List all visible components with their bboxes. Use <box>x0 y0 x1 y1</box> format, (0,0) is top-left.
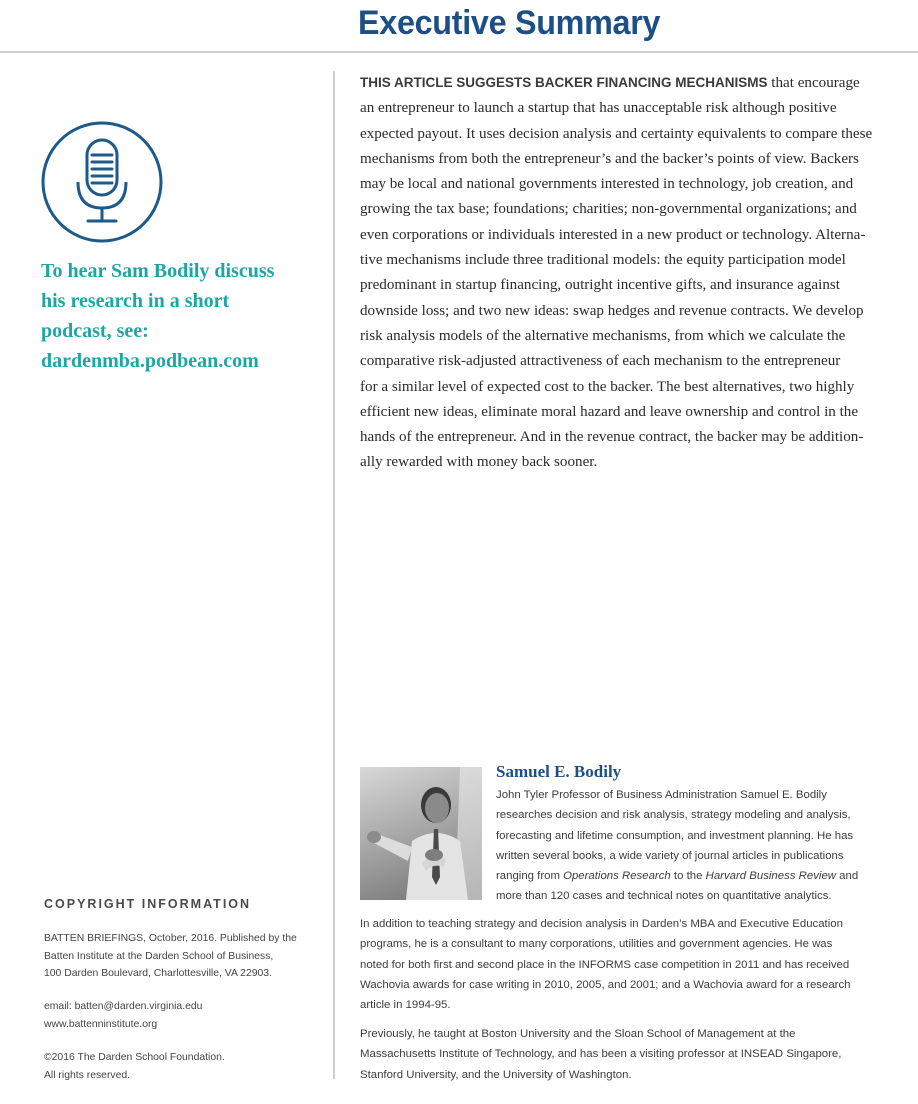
abstract-line: an entrepreneur to launch a startup that has unacceptable risk although positive <box>360 100 837 117</box>
copyright-publication <box>44 930 324 983</box>
copyright-contact <box>44 998 324 1033</box>
author-photo <box>360 767 482 900</box>
page-title: Executive Summary <box>358 4 661 42</box>
contact-email[interactable]: email: batten@darden.virginia.edu <box>44 1001 203 1012</box>
bio-line: Previously, he taught at Boston University and the Sloan School of Management at the <box>360 1028 796 1040</box>
abstract-line: growing the tax base; foundations; charities; non-governmental organizations; and <box>360 201 857 218</box>
author-bio-paragraph-3 <box>360 1024 841 1085</box>
abstract-lead: THIS ARTICLE SUGGESTS BACKER FINANCING MECHANISMS <box>360 75 768 90</box>
abstract-line: downside loss; and two new ideas: swap hedges and revenue contracts. We develop <box>360 302 864 319</box>
abstract-line: efficient new ideas, eliminate moral hazard and leave ownership and control in the <box>360 403 859 420</box>
bio-line: noted for both first and second place in the INFORMS case competition in 2011 and has received <box>360 958 850 971</box>
copyright-line: ©2016 The Darden School Foundation. <box>44 1052 225 1063</box>
journal-title: Operations Research <box>563 870 671 883</box>
copyright-rights <box>44 1049 324 1084</box>
podcast-link[interactable]: dardenmba.podbean.com <box>41 350 259 372</box>
bio-line: Massachusetts Institute of Technology, and has been a visiting professor at INSEAD Singapore, <box>360 1048 842 1061</box>
journal-title: Harvard Business Review <box>705 870 837 883</box>
abstract-line: for a similar level of expected cost to the backer. The best alternatives, two highly <box>360 378 855 395</box>
bio-line: Stanford University, and the University of Washington. <box>360 1068 632 1081</box>
bio-text: to the <box>670 870 706 883</box>
abstract-line: tive mechanisms include three traditional models: the equity participation model <box>360 252 846 269</box>
bio-line <box>496 866 858 886</box>
podcast-line: To hear Sam Bodily discuss <box>41 260 275 282</box>
column-divider <box>333 71 335 1079</box>
copyright-line: BATTEN BRIEFINGS, October, 2016. Published by the <box>44 933 297 944</box>
podcast-line: podcast, see: <box>41 320 149 342</box>
podcast-callout <box>41 256 321 376</box>
bio-text: and <box>836 870 859 883</box>
bio-line: more than 120 cases and technical notes on quantitative analytics. <box>496 890 832 903</box>
podcast-line: his research in a short <box>41 290 230 312</box>
copyright-line: 100 Darden Boulevard, Charlottesville, VA 22903. <box>44 968 272 979</box>
author-photo-figure <box>360 767 482 900</box>
abstract-lead-rest: that encourage <box>767 75 860 91</box>
abstract-line: even corporations or individuals interested in a new product or technology. Alterna- <box>360 226 866 243</box>
copyright-heading: COPYRIGHT INFORMATION <box>44 897 252 911</box>
bio-text: ranging from <box>496 870 564 883</box>
header-divider <box>0 51 918 53</box>
copyright-line: All rights reserved. <box>44 1069 131 1081</box>
abstract-line: predominant in startup financing, outright incentive gifts, and insurance against <box>360 277 840 294</box>
bio-line: forecasting and lifetime consumption, and investment planning. He has <box>496 829 854 842</box>
microphone-icon <box>40 120 164 244</box>
abstract-line: expected payout. It uses decision analysis and certainty equivalents to compare these <box>360 125 873 142</box>
abstract-line: ally rewarded with money back sooner. <box>360 454 598 471</box>
bio-line: written several books, a wide variety of journal articles in publications <box>496 849 844 862</box>
bio-line: In addition to teaching strategy and decision analysis in Darden’s MBA and Executive Education <box>360 918 843 930</box>
abstract-line: risk analysis models of the alternative mechanisms, from which we calculate the <box>360 327 846 344</box>
abstract-body <box>360 70 900 476</box>
copyright-line: Batten Institute at the Darden School of Business, <box>44 950 274 962</box>
contact-website[interactable]: www.battenninstitute.org <box>44 1018 158 1030</box>
bio-line: John Tyler Professor of Business Administration Samuel E. Bodily <box>496 789 827 801</box>
bio-line: researches decision and risk analysis, strategy modeling and analysis, <box>496 809 851 822</box>
abstract-line <box>360 70 900 96</box>
author-name: Samuel E. Bodily <box>496 762 622 781</box>
bio-line: programs, he is a consultant to many corporations, utilities and government agencies. He was <box>360 938 833 951</box>
abstract-line: hands of the entrepreneur. And in the revenue contract, the backer may be addition- <box>360 429 864 446</box>
abstract-line: comparative risk-adjusted attractiveness of each mechanism to the entrepreneur <box>360 353 841 370</box>
author-bio-paragraph-2 <box>360 914 851 1015</box>
abstract-line: may be local and national governments interested in technology, job creation, and <box>360 176 854 193</box>
abstract-line: mechanisms from both the entrepreneur’s and the backer’s points of view. Backers <box>360 150 859 167</box>
author-bio-intro <box>496 785 858 907</box>
bio-line: Wachovia awards for case writing in 2010, 2005, and 2001; and a Wachovia award for a research <box>360 978 851 991</box>
bio-line: article in 1994-95. <box>360 999 451 1012</box>
